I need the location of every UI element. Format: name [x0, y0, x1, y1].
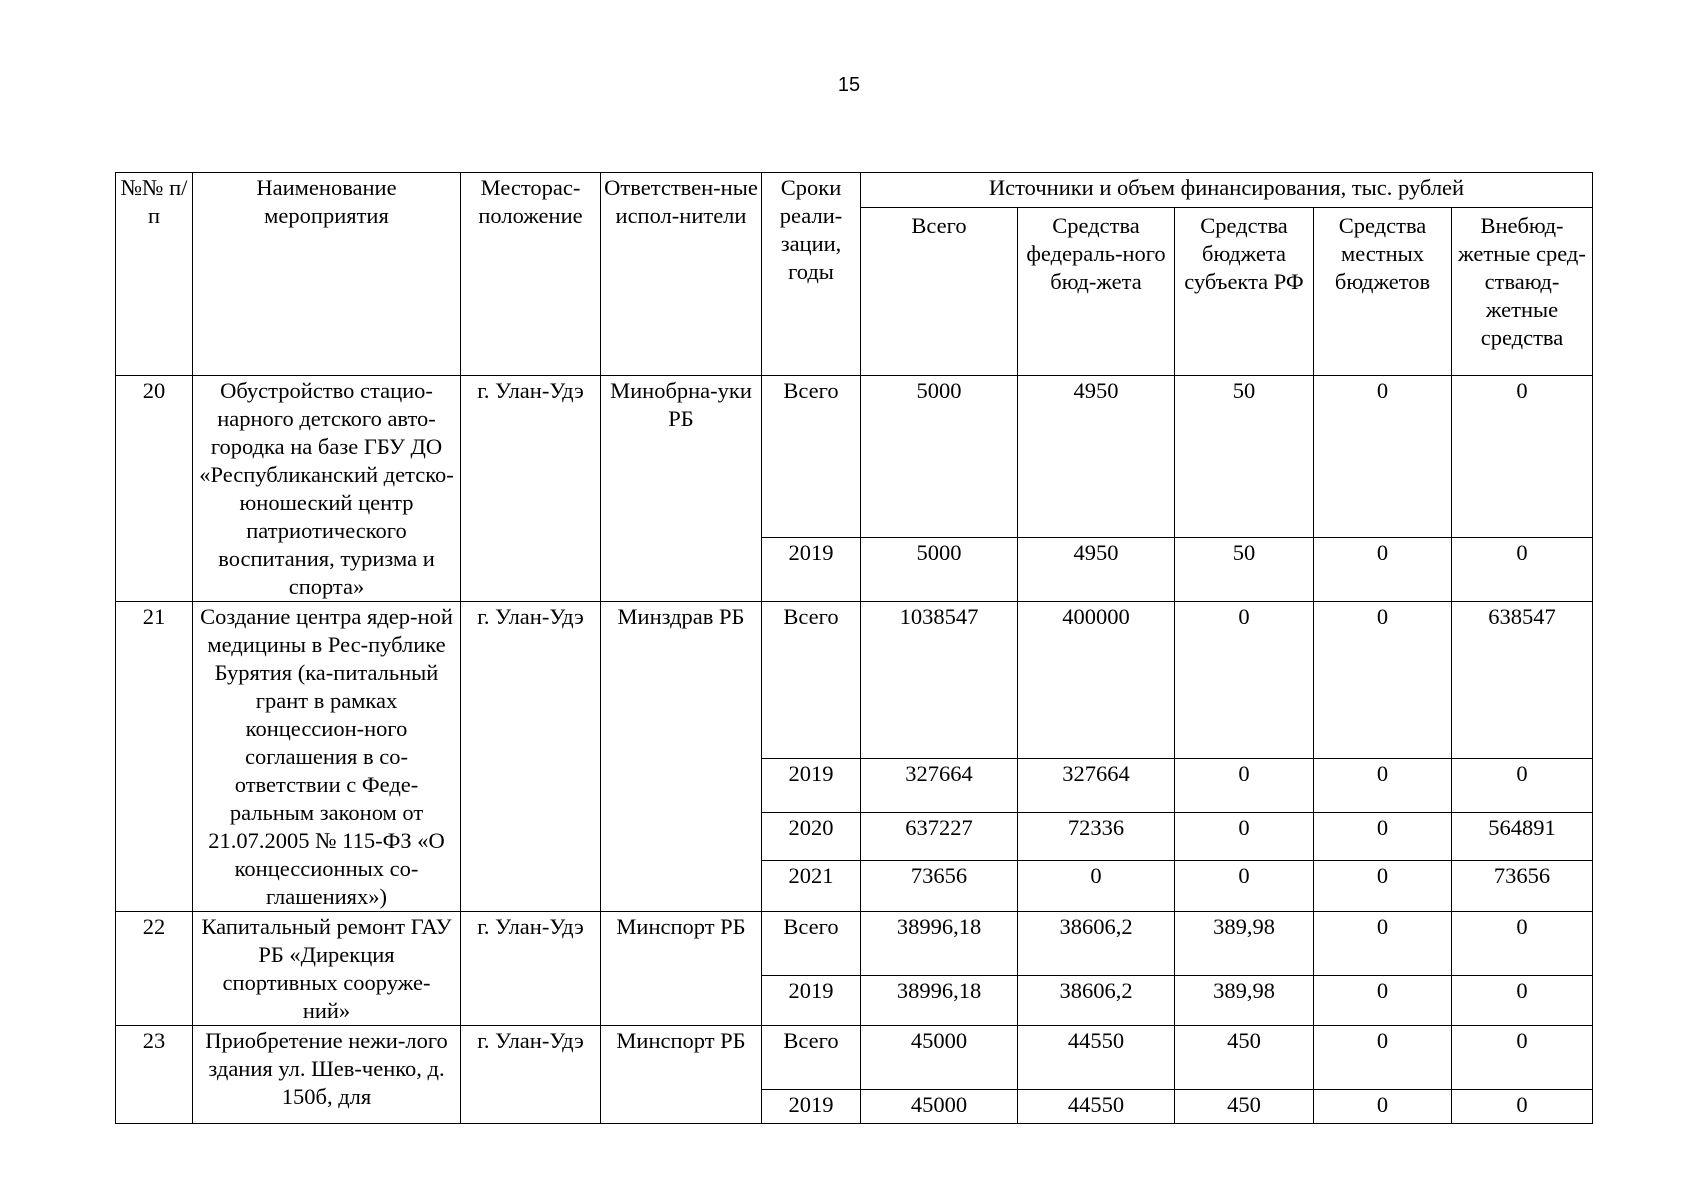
cell-period: Всего [762, 1026, 861, 1090]
cell-total: 73656 [861, 861, 1018, 912]
cell-period: 2019 [762, 759, 861, 813]
cell-subject: 50 [1175, 376, 1314, 538]
cell-federal: 4950 [1018, 376, 1175, 538]
cell-total: 45000 [861, 1090, 1018, 1124]
cell-extra: 0 [1452, 976, 1593, 1026]
item-location: г. Улан-Удэ [461, 912, 601, 1026]
cell-federal: 38606,2 [1018, 976, 1175, 1026]
item-responsible: Минспорт РБ [601, 1026, 762, 1124]
item-number: 20 [116, 376, 193, 602]
item-number: 23 [116, 1026, 193, 1124]
cell-subject: 450 [1175, 1090, 1314, 1124]
cell-local: 0 [1314, 976, 1452, 1026]
item-responsible: Минобрна-уки РБ [601, 376, 762, 602]
item-name: Приобретение нежи-лого здания ул. Шев-ченко, д. 150б, для [193, 1026, 461, 1124]
cell-subject: 0 [1175, 602, 1314, 759]
item-location: г. Улан-Удэ [461, 376, 601, 602]
cell-federal: 44550 [1018, 1090, 1175, 1124]
cell-extra: 0 [1452, 1026, 1593, 1090]
cell-extra: 0 [1452, 376, 1593, 538]
header-subject: Средства бюджета субъекта РФ [1175, 208, 1314, 376]
cell-extra: 0 [1452, 537, 1593, 601]
cell-extra: 564891 [1452, 813, 1593, 861]
financing-table [115, 172, 1593, 1124]
item-number: 21 [116, 602, 193, 912]
cell-period: 2019 [762, 1090, 861, 1124]
header-total: Всего [861, 208, 1018, 376]
cell-period: 2020 [762, 813, 861, 861]
header-sources: Источники и объем финансирования, тыс. рублей [861, 173, 1593, 208]
cell-federal: 72336 [1018, 813, 1175, 861]
cell-period: 2021 [762, 861, 861, 912]
cell-period: Всего [762, 602, 861, 759]
header-period: Сроки реали-зации, годы [762, 173, 861, 376]
item-name: Создание центра ядер-ной медицины в Рес-публике Бурятия (ка-питальный грант в рамках концессион-ного соглашения в со-ответствии с Феде-ральным законом от 21.07.2005 № 115-ФЗ «О концессионных со-глашениях») [193, 602, 461, 912]
table-row [116, 376, 1593, 538]
cell-total: 637227 [861, 813, 1018, 861]
cell-local: 0 [1314, 759, 1452, 813]
cell-federal: 38606,2 [1018, 912, 1175, 976]
cell-local: 0 [1314, 537, 1452, 601]
cell-extra: 0 [1452, 1090, 1593, 1124]
cell-extra: 73656 [1452, 861, 1593, 912]
item-location: г. Улан-Удэ [461, 602, 601, 912]
cell-period: 2019 [762, 976, 861, 1026]
header-location: Месторас-положение [461, 173, 601, 376]
cell-period: Всего [762, 376, 861, 538]
cell-federal: 327664 [1018, 759, 1175, 813]
header-responsible: Ответствен-ные испол-нители [601, 173, 762, 376]
header-extra: Внебюд-жетные сред-стваюд-жетные средства [1452, 208, 1593, 376]
cell-federal: 44550 [1018, 1026, 1175, 1090]
cell-extra: 638547 [1452, 602, 1593, 759]
cell-total: 1038547 [861, 602, 1018, 759]
cell-total: 38996,18 [861, 912, 1018, 976]
cell-local: 0 [1314, 376, 1452, 538]
header-federal: Средства федераль-ного бюд-жета [1018, 208, 1175, 376]
cell-period: 2019 [762, 537, 861, 601]
cell-subject: 450 [1175, 1026, 1314, 1090]
cell-subject: 389,98 [1175, 912, 1314, 976]
cell-local: 0 [1314, 602, 1452, 759]
item-responsible: Минспорт РБ [601, 912, 762, 1026]
header-name: Наименование мероприятия [193, 173, 461, 376]
item-name: Обустройство стацио-нарного детского авто-городка на базе ГБУ ДО «Республиканский детско-юношеский центр патриотического воспитания, туризма и спорта» [193, 376, 461, 602]
page-number: 15 [837, 74, 861, 96]
cell-total: 5000 [861, 537, 1018, 601]
cell-subject: 389,98 [1175, 976, 1314, 1026]
cell-total: 45000 [861, 1026, 1018, 1090]
cell-local: 0 [1314, 1090, 1452, 1124]
cell-federal: 0 [1018, 861, 1175, 912]
cell-period: Всего [762, 912, 861, 976]
cell-local: 0 [1314, 813, 1452, 861]
cell-extra: 0 [1452, 912, 1593, 976]
cell-subject: 50 [1175, 537, 1314, 601]
cell-local: 0 [1314, 1026, 1452, 1090]
cell-total: 5000 [861, 376, 1018, 538]
cell-local: 0 [1314, 861, 1452, 912]
item-number: 22 [116, 912, 193, 1026]
item-name: Капитальный ремонт ГАУ РБ «Дирекция спортивных сооруже-ний» [193, 912, 461, 1026]
cell-subject: 0 [1175, 759, 1314, 813]
cell-total: 327664 [861, 759, 1018, 813]
header-local: Средства местных бюджетов [1314, 208, 1452, 376]
cell-total: 38996,18 [861, 976, 1018, 1026]
cell-subject: 0 [1175, 861, 1314, 912]
cell-subject: 0 [1175, 813, 1314, 861]
table-row [116, 1026, 1593, 1090]
cell-extra: 0 [1452, 759, 1593, 813]
table-row [116, 602, 1593, 759]
header-num: №№ п/п [116, 173, 193, 376]
cell-federal: 4950 [1018, 537, 1175, 601]
item-responsible: Минздрав РБ [601, 602, 762, 912]
cell-federal: 400000 [1018, 602, 1175, 759]
item-location: г. Улан-Удэ [461, 1026, 601, 1124]
cell-local: 0 [1314, 912, 1452, 976]
table-row [116, 912, 1593, 976]
